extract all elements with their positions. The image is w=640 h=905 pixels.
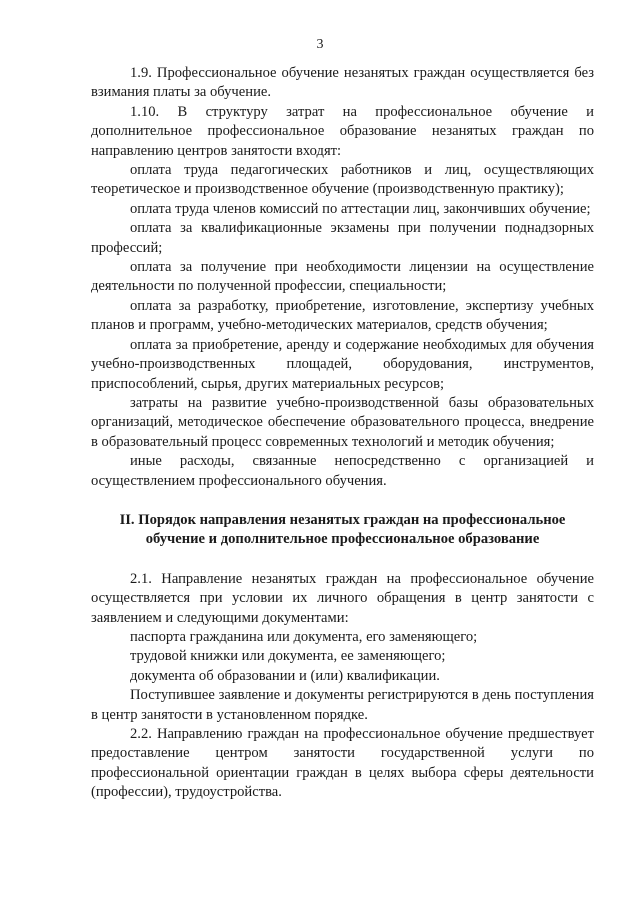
- list-item-teacher-pay: оплата труда педагогических работников и лиц, осуществляющих теоретическое и производственное обучение (производственную практику);: [91, 162, 594, 198]
- paragraph-1-10: 1.10. В структуру затрат на профессиональное обучение и дополнительное профессиональное образование незанятых граждан по направлению центров занятости входят:: [91, 103, 594, 159]
- paragraph-2-1: 2.1. Направление незанятых граждан на профессиональное обучение осуществляется при условии их личного обращения в центр занятости с заявлением и следующими документами:: [91, 570, 594, 626]
- list-item-education-document: документа об образовании и (или) квалификации.: [130, 667, 440, 684]
- list-item-commission-pay: оплата труда членов комиссий по аттестации лиц, закончивших обучение;: [130, 200, 591, 217]
- paragraph-registration: Поступившее заявление и документы регистрируются в день поступления в центр занятости в установленном порядке.: [91, 687, 594, 723]
- list-item-passport: паспорта гражданина или документа, его заменяющего;: [130, 628, 478, 645]
- list-item-license-pay: оплата за получение при необходимости лицензии на осуществление деятельности по полученной профессии, специальности;: [91, 259, 594, 295]
- list-item-materials-pay: оплата за разработку, приобретение, изготовление, экспертизу учебных планов и программ, учебно-методических материалов, средств обучения;: [91, 297, 594, 334]
- list-item-exam-pay: оплата за квалификационные экзамены при получении поднадзорных профессий;: [91, 220, 594, 256]
- paragraph-2-2: 2.2. Направлению граждан на профессиональное обучение предшествует предоставление центром занятости государственной услуги по профессиональной ориентации граждан в целях выбора сферы деятельности (профессии), трудоустройства.: [91, 726, 594, 801]
- page-number: 3: [316, 37, 324, 52]
- list-item-development-costs: затраты на развитие учебно-производственной базы образовательных организаций, методическое обеспечение образовательного процесса, внедрение в образовательный процесс современных технологий и методик обучения;: [91, 394, 594, 450]
- paragraph-1-9: 1.9. Профессиональное обучение незанятых граждан осуществляется без взимания платы за обучение.: [91, 65, 594, 101]
- document-body: [91, 64, 594, 803]
- section-heading: II. Порядок направления незанятых граждан на профессиональное обучение и дополнительное профессиональное образование: [119, 511, 566, 548]
- list-item-other-costs: иные расходы, связанные непосредственно с организацией и осуществлением профессионального обучения.: [91, 453, 594, 489]
- list-item-workbook: трудовой книжки или документа, ее заменяющего;: [130, 648, 446, 665]
- list-item-facilities-pay: оплата за приобретение, аренду и содержание необходимых для обучения учебно-производственных площадей, оборудования, инструментов, приспособлений, сырья, других материальных ресурсов;: [91, 336, 594, 392]
